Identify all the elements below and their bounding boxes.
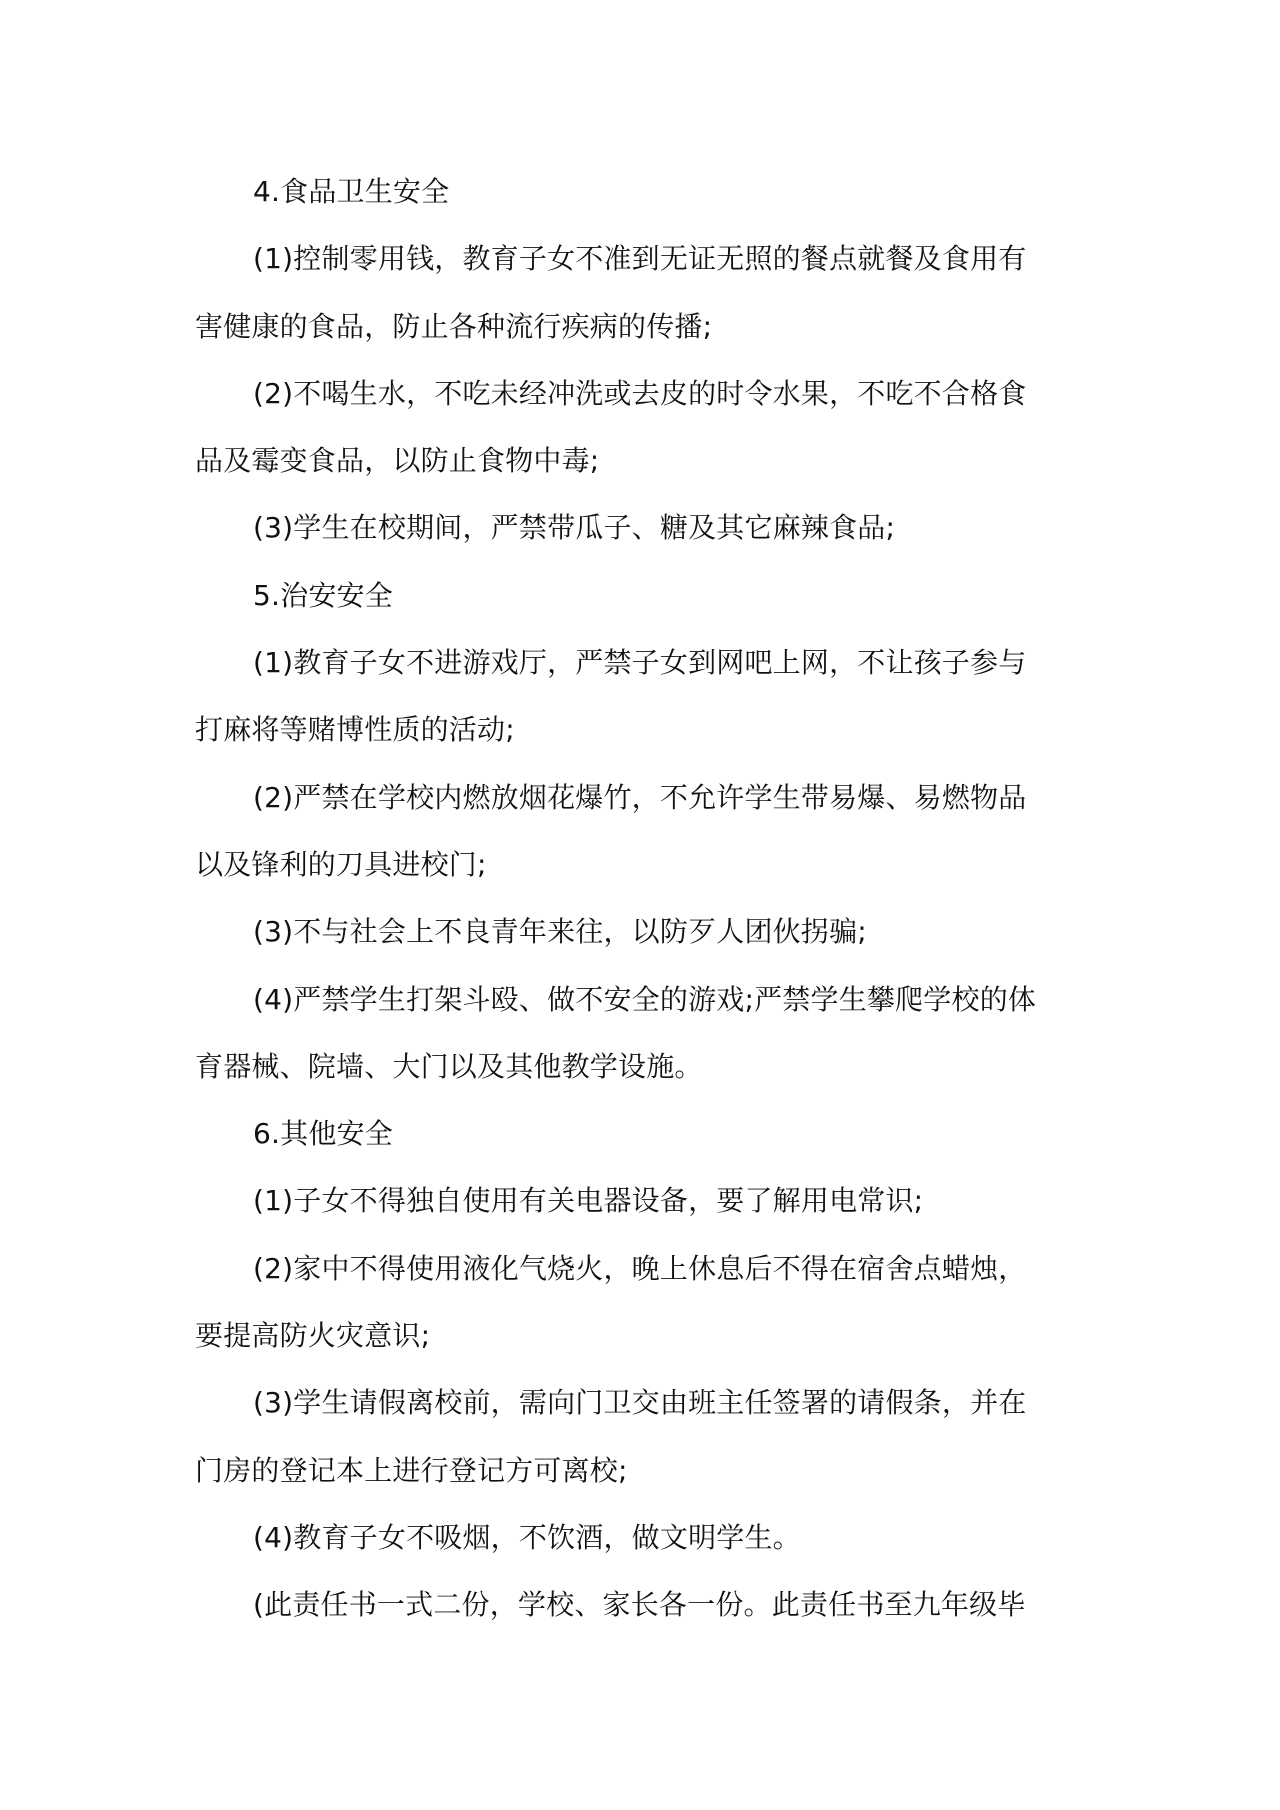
paragraph-line: (3)不与社会上不良青年来往，以防歹人团伙拐骗; [253,915,867,949]
paragraph-line: 育器械、院墙、大门以及其他教学设施。 [195,1049,703,1083]
paragraph-line: (3)学生请假离校前，需向门卫交由班主任签署的请假条，并在 [253,1386,1027,1420]
paragraph-line: (3)学生在校期间，严禁带瓜子、糖及其它麻辣食品; [253,511,896,545]
section-heading-public-safety: 5.治安安全 [253,578,393,612]
paragraph-line: 以及锋利的刀具进校门; [195,847,487,881]
paragraph-line: (1)教育子女不进游戏厅，严禁子女到网吧上网，不让孩子参与 [253,646,1027,680]
paragraph-line: (4)严禁学生打架斗殴、做不安全的游戏;严禁学生攀爬学校的体 [253,982,1037,1016]
paragraph-line: (2)家中不得使用液化气烧火，晚上休息后不得在宿舍点蜡烛， [253,1251,1027,1285]
paragraph-line: 要提高防火灾意识; [195,1319,431,1353]
paragraph-line: (2)不喝生水，不吃未经冲洗或去皮的时令水果，不吃不合格食 [253,376,1027,410]
section-heading-food-safety: 4.食品卫生安全 [253,175,450,208]
paragraph-line: (1)子女不得独自使用有关电器设备，要了解用电常识; [253,1184,924,1218]
paragraph-line: 品及霉变食品，以防止食物中毒; [195,444,600,478]
paragraph-line: (此责任书一式二份，学校、家长各一份。此责任书至九年级毕 [253,1588,1026,1622]
paragraph-line: (4)教育子女不吸烟，不饮酒，做文明学生。 [253,1520,801,1554]
section-heading-other-safety: 6.其他安全 [253,1117,393,1151]
paragraph-line: 门房的登记本上进行登记方可离校; [195,1453,628,1487]
document-body [195,158,1095,1639]
paragraph-line: (1)控制零用钱，教育子女不准到无证无照的餐点就餐及食用有 [253,242,1027,276]
paragraph-line: (2)严禁在学校内燃放烟花爆竹，不允许学生带易爆、易燃物品 [253,780,1027,814]
paragraph-line: 害健康的食品，防止各种流行疾病的传播; [195,309,713,343]
paragraph-line: 打麻将等赌博性质的活动; [195,713,515,747]
